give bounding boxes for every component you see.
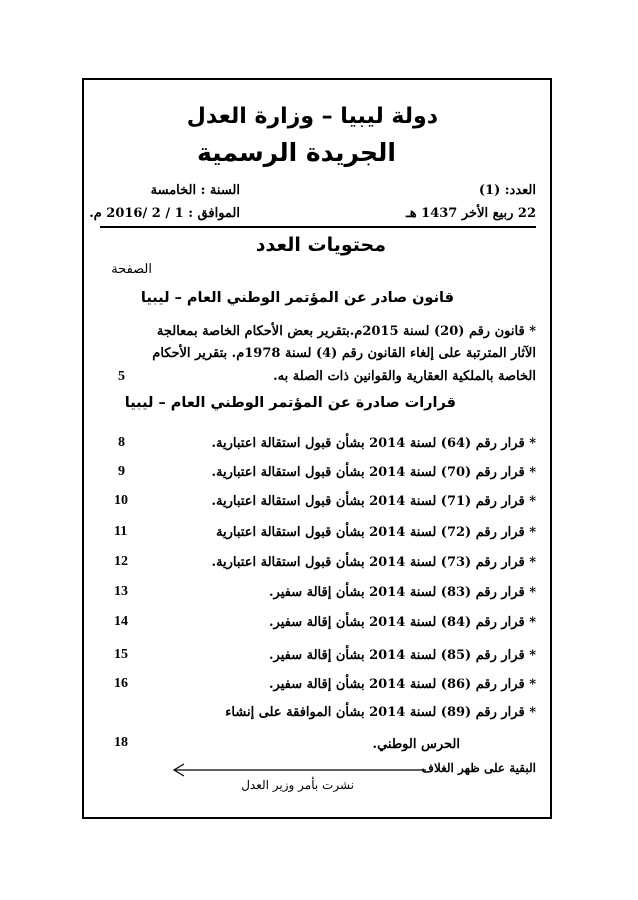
decision-page-number: 8 <box>118 435 125 450</box>
decision-page-number: 10 <box>114 493 128 508</box>
law-line-2: الآثار المترتبة على إلغاء القانون رقم (4) لسنة 1978م. بتقرير الأحكام <box>152 346 536 361</box>
decision-item: * قرار رقم (84) لسنة 2014 بشأن إقالة سفير. <box>269 615 536 630</box>
year-label: السنة : الخامسة <box>150 183 240 198</box>
decision-page-number: 15 <box>114 647 128 662</box>
page-column-label: الصفحة <box>111 262 152 277</box>
decision-item: * قرار رقم (73) لسنة 2014 بشأن قبول استقالة اعتبارية. <box>211 555 536 570</box>
decision-item: * قرار رقم (70) لسنة 2014 بشأن قبول استقالة اعتبارية. <box>211 465 536 480</box>
decision-page-number: 14 <box>114 614 128 629</box>
law-line-3: الخاصة بالملكية العقارية والقوانين ذات الصلة به. <box>273 369 536 384</box>
decision-continuation: الحرس الوطني. <box>372 737 460 752</box>
contents-title: محتويات العدد <box>255 234 386 256</box>
decision-page-number: 13 <box>114 584 128 599</box>
law-line-1: * قانون رقم (20) لسنة 2015م.بتقرير بعض الأحكام الخاصة بمعالجة <box>156 324 536 339</box>
header-divider <box>100 226 536 228</box>
decision-page-number: 9 <box>118 464 125 479</box>
published-by-note: نشرت بأمر وزير العدل <box>241 778 354 792</box>
arrow-left-icon <box>170 763 430 777</box>
gregorian-date: الموافق : 1 / 2 /2016 م. <box>89 206 240 221</box>
issue-number: العدد: (1) <box>478 183 536 198</box>
rest-on-back-note: البقية على ظهر الغلاف <box>421 761 536 775</box>
decision-page-number: 11 <box>114 524 128 539</box>
section-decisions-title: قرارات صادرة عن المؤتمر الوطني العام – ليبيا <box>124 395 456 411</box>
decision-page-number: 12 <box>114 554 128 569</box>
law-page-number: 5 <box>118 369 125 384</box>
decision-item: * قرار رقم (89) لسنة 2014 بشأن الموافقة على إنشاء <box>225 705 536 720</box>
decision-item: * قرار رقم (86) لسنة 2014 بشأن إقالة سفير. <box>269 677 536 692</box>
decision-page-number: 18 <box>114 735 128 750</box>
decision-page-number: 16 <box>114 676 128 691</box>
gazette-title: الجريدة الرسمية <box>196 138 396 167</box>
section-law-title: قانون صادر عن المؤتمر الوطني العام – ليبيا <box>140 290 454 306</box>
decision-item: * قرار رقم (64) لسنة 2014 بشأن قبول استقالة اعتبارية. <box>211 436 536 451</box>
decision-item: * قرار رقم (72) لسنة 2014 بشأن قبول استقالة اعتبارية <box>216 525 536 540</box>
decision-item: * قرار رقم (85) لسنة 2014 بشأن إقالة سفير. <box>269 648 536 663</box>
state-ministry-title: دولة ليبيا – وزارة العدل <box>186 104 438 129</box>
hijri-date: 22 ربيع الأخر 1437 هـ <box>405 206 536 221</box>
decision-item: * قرار رقم (71) لسنة 2014 بشأن قبول استقالة اعتبارية. <box>211 494 536 509</box>
decision-item: * قرار رقم (83) لسنة 2014 بشأن إقالة سفير. <box>269 585 536 600</box>
